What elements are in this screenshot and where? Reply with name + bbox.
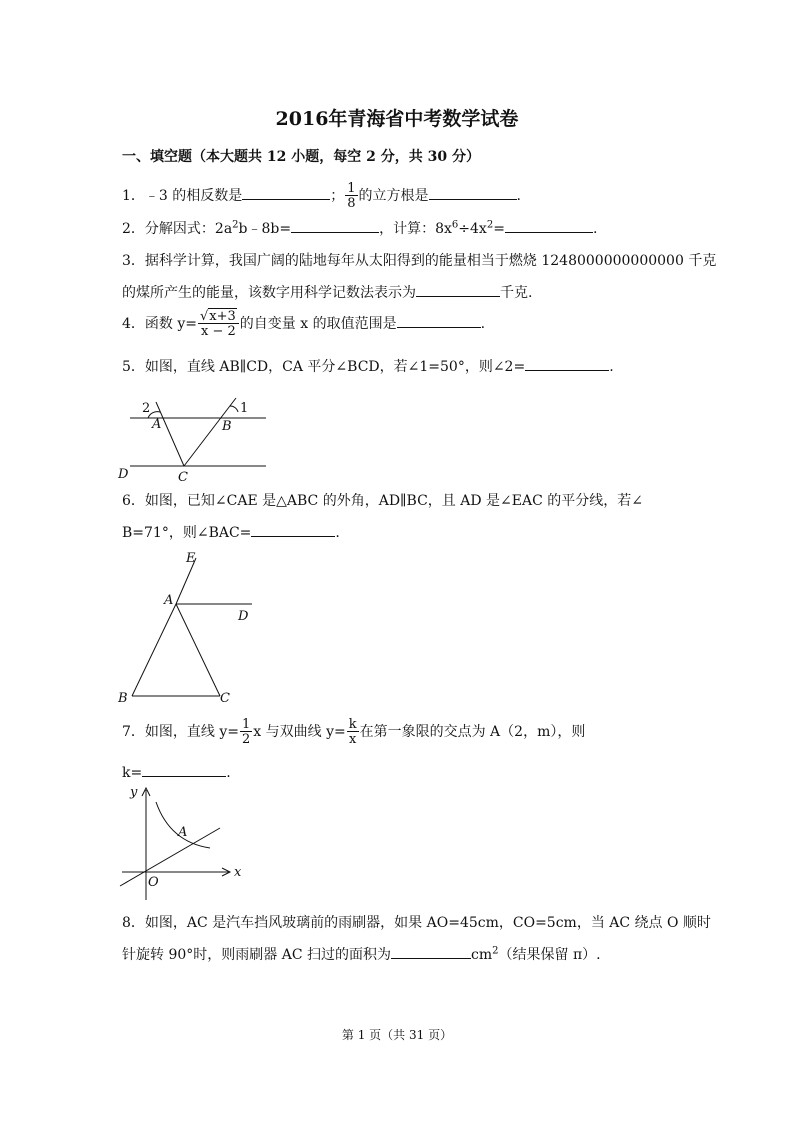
q1-text-d: . [516,188,521,204]
q4-text-c: . [480,316,486,332]
q5-blank [525,356,609,371]
label-angle-1: 1 [240,401,249,416]
label-angle-2: 2 [142,401,151,416]
q7-frac1-num: 1 [242,717,251,732]
q3-text-a: 的煤所产生的能量，该数字用科学记数法表示为 [122,285,416,301]
question-1 [122,182,521,210]
label-c: C [178,470,188,484]
question-6-line-1: 6．如图，已知∠CAE 是△ABC 的外角，AD∥BC，且 AD 是∠EAC 的平分线，若∠ [122,493,643,509]
segment-ba [132,604,176,696]
q1-blank-1 [242,185,330,200]
q8-text-c: （结果保留 π）. [498,947,601,963]
q4-text-b: 的自变量 x 的取值范围是 [239,316,397,332]
q7-fraction-2 [347,718,359,746]
question-8-line-1: 8．如图，AC 是汽车挡风玻璃前的雨刷器，如果 AO=45cm，CO=5cm，当 AC 绕点 O 顺时 [122,915,711,931]
label-y: y [130,785,138,800]
label-a: A [152,417,162,432]
q3-blank [416,282,500,297]
label-a: A [178,825,188,840]
q7-blank [142,762,226,777]
q2-sup-3: 2 [486,219,494,231]
q7-fraction-1 [240,718,252,746]
question-7-line-1 [122,718,585,746]
question-3-line-1: 3．据科学计算，我国广阔的陆地每年从太阳得到的能量相当于燃烧 1248000000000000 千克 [122,253,717,269]
q2-blank-2 [505,218,593,233]
q5-text: 5．如图，直线 AB∥CD，CA 平分∠BCD，若∠1=50°，则∠2= [122,359,526,375]
question-3-line-2 [122,282,532,302]
q7-frac2-num: k [348,717,357,732]
q1-text-a: 1．﹣3 的相反数是 [122,188,243,204]
segment-ac [176,604,220,696]
q2-text-c: ，计算：8x [379,221,452,237]
q3-text-b: 千克. [500,285,533,301]
q5-text-end: . [609,359,614,375]
q5-figure [112,384,282,484]
q6-text-b: . [335,525,340,541]
q2-text-e: = [493,221,505,237]
q4-blank [397,313,481,328]
label-o: O [148,875,159,890]
q7-text-c: 在第一象限的交点为 A（2，m），则 [359,724,586,740]
page-footer: 第 1 页（共 31 页） [341,1028,453,1042]
q2-text-b: b﹣8b= [238,221,292,237]
q4-fraction [198,310,239,338]
q1-text-c: 的立方根是 [358,188,429,204]
q7-text-b: x 与双曲线 y= [253,724,346,740]
label-a: A [164,593,174,608]
q2-text-f: . [592,221,598,237]
label-x: x [234,865,242,880]
question-2 [122,218,597,238]
q1-text-b: ； [330,188,345,204]
line-y-half-x [120,828,220,886]
question-6-line-2 [122,522,340,542]
q1-blank-2 [429,185,517,200]
q1-frac-den: 8 [347,196,356,211]
q7-text-a: 7．如图，直线 y= [122,724,239,740]
q8-text-unit: cm [471,947,493,963]
q8-sup: 2 [492,945,499,957]
question-4 [122,310,485,338]
q6-figure [112,544,262,709]
question-5 [122,356,614,376]
section-heading: 一、填空题（本大题共 12 小题，每空 2 分，共 30 分） [122,149,480,165]
question-7-line-2 [122,762,231,781]
q8-text-a: 针旋转 90°时，则雨刷器 AC 扫过的面积为 [122,947,391,963]
q2-text-d: ÷4x [458,221,487,237]
q4-text-a: 4．函数 y= [122,316,197,332]
q4-frac-num: √x+3 [200,309,236,324]
label-b: B [118,691,128,706]
q1-fraction [345,182,357,210]
q7-figure [112,782,252,904]
q2-sup-2: 6 [451,219,459,231]
q7-frac1-den: 2 [242,732,251,747]
q1-frac-num: 1 [347,181,356,196]
q4-frac-den: x − 2 [198,323,239,338]
label-c: C [220,691,230,706]
segment-ca [156,402,184,466]
q6-blank [251,522,335,537]
angle-1-arc [230,406,238,412]
q6-text-a: B=71°，则∠BAC= [122,525,252,541]
q4-sqrt-radicand: x+3 [209,309,236,324]
q2-blank-1 [291,218,379,233]
label-b: B [222,419,232,434]
q2-text-a: 2．分解因式：2a [122,221,233,237]
q2-sup-1: 2 [232,219,239,231]
q7-text-k: k= [122,765,143,781]
q8-blank [391,944,471,959]
page-title: 2016年青海省中考数学试卷 [275,108,519,130]
label-d: D [118,467,129,482]
label-d: D [238,609,249,624]
q7-text-end: . [226,765,231,781]
question-8-line-2 [122,944,601,964]
q7-frac2-den: x [347,731,359,746]
label-e: E [186,551,196,566]
